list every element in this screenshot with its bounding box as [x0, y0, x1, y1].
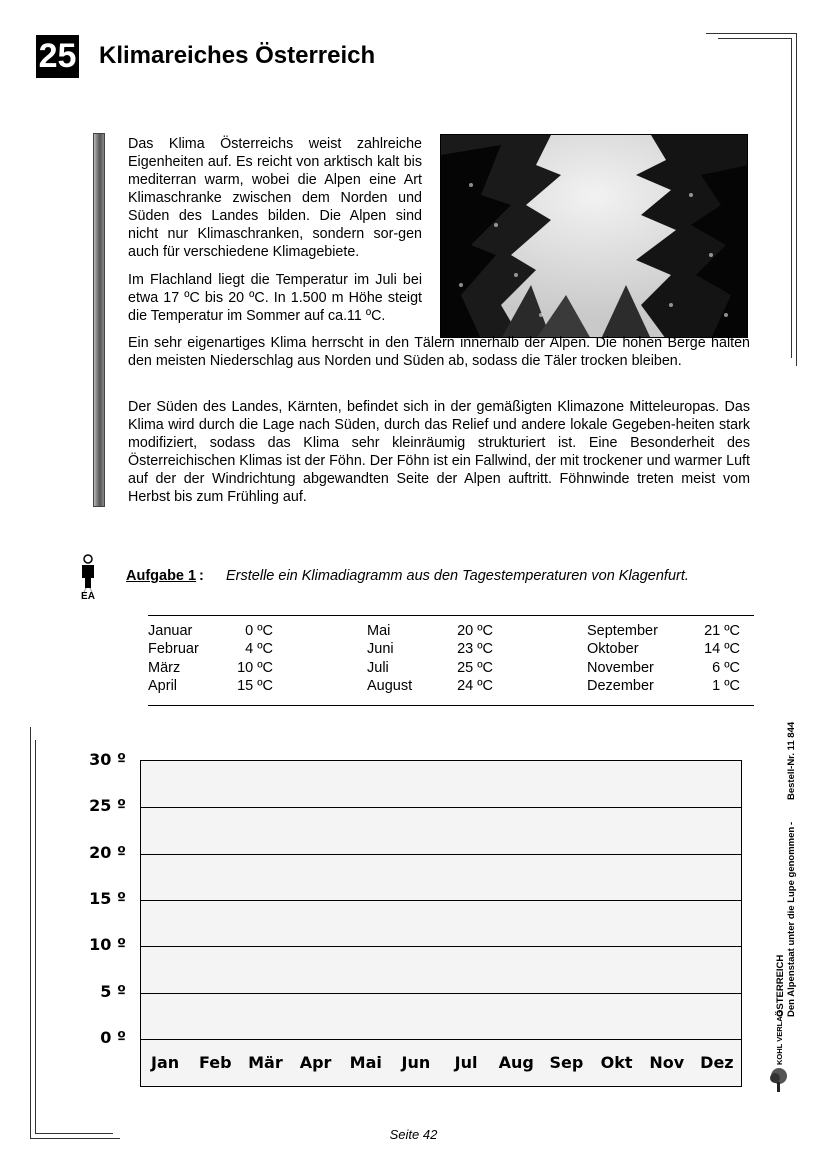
y-tick-label: 15 º: [89, 888, 126, 908]
temp-value: 6 ºC: [712, 659, 740, 676]
grid-line: [141, 1039, 741, 1040]
x-tick-label: Sep: [549, 1053, 584, 1072]
task-colon: :: [199, 568, 204, 584]
climate-chart-grid: [140, 760, 742, 1087]
book-subtitle-text: [786, 827, 797, 1017]
frame-bottom-left-v2: [35, 740, 36, 1134]
temp-month: Januar: [148, 623, 193, 639]
chapter-number: 25: [36, 35, 79, 78]
temp-value: 25 ºC: [457, 659, 493, 676]
temp-month: Dezember: [587, 677, 654, 694]
y-tick-label: 25 º: [89, 796, 126, 816]
temp-month: September: [587, 623, 658, 639]
decorative-side-bar: [93, 133, 105, 507]
forest-photo: [440, 134, 748, 338]
x-tick-label: Jun: [401, 1053, 431, 1072]
intro-paragraph-3: [128, 334, 750, 370]
temp-month: Mai: [367, 623, 391, 639]
book-series-text: [775, 955, 786, 1017]
x-tick-label: Okt: [600, 1053, 633, 1072]
x-tick-label: Mai: [349, 1053, 382, 1072]
grid-line: [141, 993, 741, 994]
grid-line: [141, 807, 741, 808]
temp-value: 1 ºC: [712, 677, 740, 694]
frame-bottom-left-v1: [30, 727, 31, 1139]
intro-paragraph-4: Der Süden des Landes, Kärnten, befindet sich in der gemäßigten Klimazone Mitteleuropas. Das Klima wird durch die Lage nach Süden, durch das Relief und andere lokale Gegeben-heiten stark modifiziert, sodass das Klima sehr kleinräumig strukturiert ist. Eine Besonderheit des Österreichischen Klimas ist der Föhn. Der Föhn ist ein Fallwind, der mit trockener und warmer Luft auf der der Windrichtung abgewandten Seite der Alpen auftritt. Föhnwinde treten meist vom Herbst bis zum Frühling auf.: [128, 399, 750, 505]
y-tick-label: 10 º: [89, 935, 126, 955]
temp-value: 10 ºC: [237, 659, 273, 676]
frame-top-right-h1: [706, 33, 797, 34]
x-tick-label: Apr: [299, 1053, 332, 1072]
temp-value: 4 ºC: [245, 641, 273, 658]
x-tick-label: Aug: [498, 1053, 534, 1072]
temp-value: 21 ºC: [704, 623, 740, 639]
temp-month: August: [367, 677, 413, 694]
tree-logo-icon: [768, 1067, 790, 1093]
temp-month: November: [587, 659, 654, 676]
frame-top-right-v2: [791, 38, 792, 358]
x-tick-label: Dez: [700, 1053, 734, 1072]
temp-value: 20 ºC: [457, 623, 493, 639]
temp-month: Oktober: [587, 641, 639, 658]
temp-value: 24 ºC: [457, 677, 493, 694]
temp-value: 23 ºC: [457, 641, 493, 658]
sidebar-separator-text: [786, 822, 797, 825]
y-tick-label: 0 º: [100, 1027, 126, 1047]
task-badge: EA: [81, 591, 95, 602]
x-tick-label: Jan: [151, 1053, 180, 1072]
x-tick-label: Nov: [649, 1053, 685, 1072]
frame-top-right-h2: [718, 38, 792, 39]
temp-month: März: [148, 659, 181, 676]
x-tick-label: Jul: [454, 1053, 478, 1072]
x-tick-label: Mär: [248, 1053, 283, 1072]
book-series: ÖSTERREICH: [775, 954, 786, 1017]
book-subtitle: Den Alpenstaat unter die Lupe genommen: [786, 826, 797, 1017]
y-tick-label: 30 º: [89, 750, 126, 769]
intro-paragraph-1: Das Klima Österreichs weist zahlreiche Eigenheiten auf. Es reicht von arktisch kalt bis mediterran warm, wobei die Alpen eine Art Klimaschranke zwischen dem Norden und Süden des Landes bilden. Die Alpen sind nicht nur Klimaschranken, sondern sor-gen auch für verschiedene Klimagebiete.: [128, 136, 422, 260]
temp-value: 15 ºC: [237, 677, 273, 694]
task-text: Erstelle ein Klimadiagramm aus den Tagestemperaturen von Klagenfurt.: [226, 568, 689, 584]
x-tick-label: Feb: [198, 1053, 232, 1072]
grid-line: [141, 854, 741, 855]
sidebar-separator: -: [786, 821, 797, 825]
page-title: Klimareiches Österreich: [99, 42, 376, 69]
frame-top-right-v1: [796, 33, 797, 366]
temp-month: April: [148, 677, 178, 694]
intro-paragraph-3-text: Ein sehr eigenartiges Klima herrscht in den Tälern innerhalb der Alpen. Die hohen Berge halten den meisten Niederschlag aus Norden und Süden ab, sodass die Täler trocken bleiben.: [128, 335, 750, 369]
task-label: Aufgabe 1: [126, 568, 197, 584]
temp-value: 0 ºC: [245, 623, 273, 639]
grid-line: [141, 900, 741, 901]
grid-line: [141, 946, 741, 947]
page-number: Seite 42: [389, 1127, 438, 1142]
table-bottom-rule: [148, 705, 754, 706]
intro-paragraph-2: Im Flachland liegt die Temperatur im Juli bei etwa 17 ºC bis 20 ºC. In 1.500 m Höhe steigt die Temperatur im Sommer auf ca.11 ºC.: [128, 272, 422, 324]
order-number: Bestell-Nr. 11 844: [786, 721, 797, 800]
temp-month: Februar: [148, 641, 199, 658]
publisher-text: [775, 1011, 784, 1065]
table-top-rule: [148, 615, 754, 616]
temp-month: Juni: [367, 641, 394, 658]
y-tick-label: 5 º: [100, 981, 126, 1001]
order-number-text: [786, 722, 797, 800]
temp-month: Juli: [367, 659, 389, 676]
publisher-name: KOHL VERLAG: [775, 1010, 784, 1065]
temp-value: 14 ºC: [704, 641, 740, 658]
y-tick-label: 20 º: [89, 842, 126, 862]
